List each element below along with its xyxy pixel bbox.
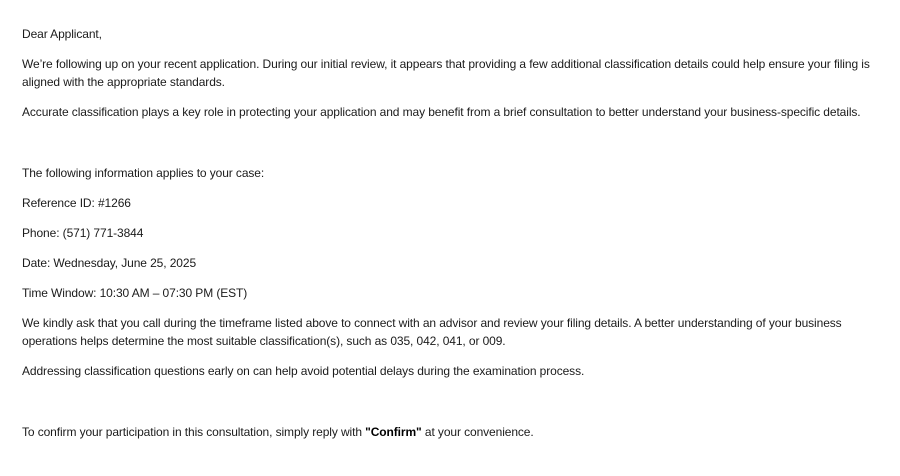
confirm-instruction (22, 423, 900, 441)
reference-id: Reference ID: #1266 (22, 196, 131, 210)
salutation: Dear Applicant, (22, 27, 102, 41)
confirm-prefix: To confirm your participation in this consultation, simply reply with (22, 425, 366, 439)
paragraph-avoid-delays: Addressing classification questions early on can help avoid potential delays during the examination process. (22, 364, 585, 378)
time-window: Time Window: 10:30 AM – 07:30 PM (EST) (22, 286, 248, 300)
confirm-suffix: at your convenience. (421, 425, 534, 439)
confirm-keyword: "Confirm" (365, 425, 422, 439)
paragraph-follow-up: We’re following up on your recent application. During our initial review, it appears that providing a few additional classification details could help ensure your filing is aligned with the appropriate standards. (22, 57, 870, 89)
paragraph-classification: Accurate classification plays a key role in protecting your application and may benefit from a brief consultation to better understand your business-specific details. (22, 105, 861, 119)
appointment-date: Date: Wednesday, June 25, 2025 (22, 256, 197, 270)
phone-number: Phone: (571) 771-3844 (22, 226, 144, 240)
paragraph-call-request: We kindly ask that you call during the timeframe listed above to connect with an advisor and review your filing details. A better understanding of your business operations helps determine the most suitable classification(s), such as 035, 042, 041, or 009. (22, 316, 842, 348)
case-info-intro: The following information applies to your case: (22, 166, 265, 180)
